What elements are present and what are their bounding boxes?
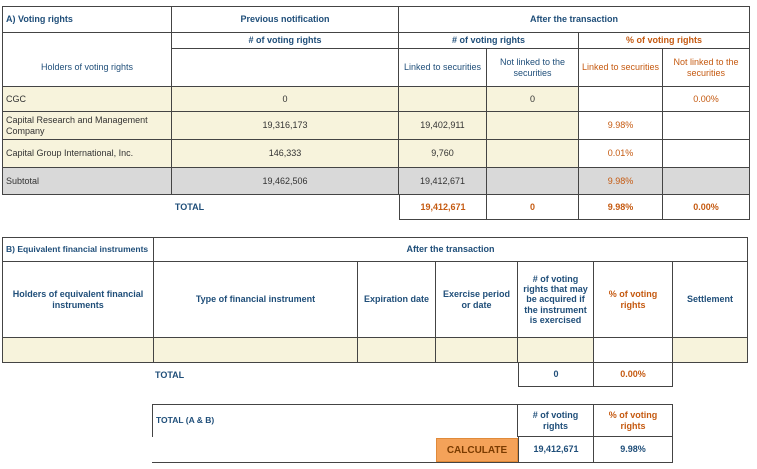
- prev-value-cell[interactable]: 146,333: [172, 140, 399, 168]
- after-transaction-header: After the transaction: [399, 6, 750, 33]
- expiration-date-input-cell[interactable]: [358, 338, 436, 363]
- summary-pct-value: 9.98%: [594, 437, 673, 463]
- pct-not-linked-value-cell: [663, 140, 750, 168]
- linked-value-cell[interactable]: 19,402,911: [399, 112, 487, 140]
- prev-value-cell[interactable]: 0: [172, 87, 399, 112]
- summary-num-header: # of voting rights: [518, 404, 594, 437]
- section-a-title: A) Voting rights: [2, 6, 172, 33]
- prev-value-cell[interactable]: 19,316,173: [172, 112, 399, 140]
- prev-num-voting-rights-header: # of voting rights: [172, 33, 399, 49]
- section-b-total-pct: 0.00%: [594, 363, 673, 387]
- subtotal-linked-value: 19,412,671: [399, 168, 487, 195]
- subtotal-label: Subtotal: [2, 168, 172, 195]
- pct-linked-value-cell: 9.98%: [579, 112, 663, 140]
- subtotal-pct-linked-value: 9.98%: [579, 168, 663, 195]
- not-linked-value-cell[interactable]: [487, 112, 579, 140]
- previous-notification-header: Previous notification: [172, 6, 399, 33]
- linked-value-cell[interactable]: [399, 87, 487, 112]
- total-pct-not-linked-value: 0.00%: [663, 195, 750, 220]
- total-linked-value: 19,412,671: [399, 195, 487, 220]
- summary-num-value: 19,412,671: [518, 437, 594, 463]
- holder-cell: Capital Group International, Inc.: [2, 140, 172, 168]
- settlement-input-cell[interactable]: [673, 338, 748, 363]
- exercise-period-input-cell[interactable]: [436, 338, 518, 363]
- total-not-linked-value: 0: [487, 195, 579, 220]
- section-b-pct-header: % of voting rights: [594, 262, 673, 338]
- section-b-title: B) Equivalent financial instruments: [2, 237, 154, 262]
- holders-equivalent-header: Holders of equivalent financial instruments: [2, 262, 154, 338]
- holder-cell: Capital Research and Management Company: [2, 112, 172, 140]
- linked-securities-header: Linked to securities: [399, 49, 487, 87]
- total-pct-linked-value: 9.98%: [579, 195, 663, 220]
- pct-linked-securities-header: Linked to securities: [579, 49, 663, 87]
- after-pct-voting-rights-header: % of voting rights: [579, 33, 750, 49]
- holders-of-voting-rights-header: Holders of voting rights: [2, 49, 172, 87]
- pct-not-linked-securities-header: Not linked to the securities: [663, 49, 750, 87]
- section-b-after-transaction-header: After the transaction: [154, 237, 748, 262]
- pct-linked-value-cell: 0.01%: [579, 140, 663, 168]
- holder-input-cell[interactable]: [2, 338, 154, 363]
- total-a-b-label: TOTAL (A & B): [152, 404, 518, 437]
- pct-not-linked-value-cell: 0.00%: [663, 87, 750, 112]
- section-a-total-label: TOTAL: [174, 202, 205, 213]
- not-linked-securities-header: Not linked to the securities: [487, 49, 579, 87]
- acquirable-rights-input-cell[interactable]: [518, 338, 594, 363]
- section-b-total-acquired: 0: [518, 363, 594, 387]
- pct-linked-value-cell: [579, 87, 663, 112]
- acquirable-voting-rights-header: # of voting rights that may be acquired if the instrument is exercised: [518, 262, 594, 338]
- instrument-type-input-cell[interactable]: [154, 338, 358, 363]
- after-num-voting-rights-header: # of voting rights: [399, 33, 579, 49]
- subtotal-prev-value: 19,462,506: [172, 168, 399, 195]
- blank-prev-header: [172, 49, 399, 87]
- pct-output-cell: [594, 338, 673, 363]
- not-linked-value-cell[interactable]: 0: [487, 87, 579, 112]
- section-b-total-label: TOTAL: [155, 369, 185, 380]
- holder-cell: CGC: [2, 87, 172, 112]
- summary-pct-header: % of voting rights: [594, 404, 673, 437]
- expiration-date-header: Expiration date: [358, 262, 436, 338]
- instrument-type-header: Type of financial instrument: [154, 262, 358, 338]
- calculate-button[interactable]: CALCULATE: [436, 438, 518, 462]
- exercise-period-header: Exercise period or date: [436, 262, 518, 338]
- pct-not-linked-value-cell: [663, 112, 750, 140]
- subtotal-pct-not-linked-value: [663, 168, 750, 195]
- blank-header-cell: [2, 33, 172, 49]
- settlement-header: Settlement: [673, 262, 748, 338]
- linked-value-cell[interactable]: 9,760: [399, 140, 487, 168]
- subtotal-not-linked-value: [487, 168, 579, 195]
- not-linked-value-cell[interactable]: [487, 140, 579, 168]
